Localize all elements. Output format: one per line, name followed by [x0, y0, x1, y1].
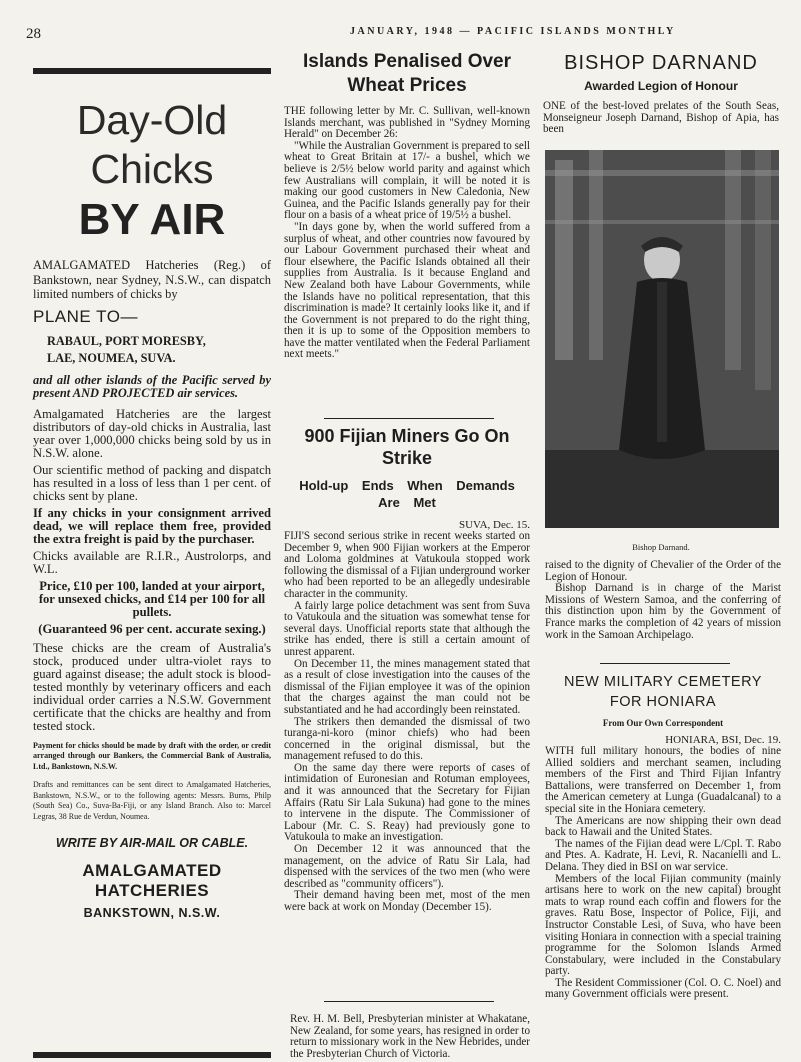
- strike-paragraph: On December 11, the mines management stated that as a result of close investigation into the causes of the dismissal of the Fijian employee it was of the opinion that the charges against the man could not be substantiated and he had accordingly been reinstated.: [284, 657, 530, 716]
- darnand-subhead: Awarded Legion of Honour: [584, 79, 738, 93]
- running-head: JANUARY, 1948 — PACIFIC ISLANDS MONTHLY: [350, 26, 676, 37]
- strike-paragraph: A fairly large police detachment was sent from Suva to Vatukoula and the situation was somewhat tense for several days. Unofficial reports state that although the strike has ended, there is still a certain amount of unrest apparent.: [284, 599, 530, 658]
- darnand-paragraph: Bishop Darnand is in charge of the Marist Missions of Western Samoa, and the conferring of this distinction upon him by the Government of France marks the completion of 42 years of mission work in the Samoan Archipelago.: [545, 582, 781, 641]
- strike-subhead: Hold-up Ends When Demands Are Met: [299, 478, 515, 510]
- wheat-headline: Islands Penalised Over Wheat Prices: [302, 51, 512, 96]
- column-divider: [600, 663, 730, 664]
- ad-italic-note: and all other islands of the Pacific served by present AND PROJECTED air services.: [33, 372, 271, 401]
- bell-note: Rev. H. M. Bell, Presbyterian minister at Whakatane, New Zealand, for some years, has resigned in order to return to missionary work in the New Hebrides, under the Presbyterian Church of Victoria.: [290, 1013, 530, 1060]
- ad-replacement-guarantee: If any chicks in your consignment arrived dead, we will replace them free, provided the extra freight is paid by the purchaser.: [33, 505, 271, 546]
- ad-plane-to: PLANE TO—: [33, 306, 138, 326]
- ad-title-line-1: Day-Old: [76, 97, 228, 143]
- ad-firm-name: AMALGAMATED HATCHERIES: [82, 861, 222, 901]
- darnand-paragraph: raised to the dignity of Chevalier of the Order of the Legion of Honour.: [545, 559, 781, 583]
- ad-destination-line-1: RABAUL, PORT MORESBY,: [47, 333, 206, 348]
- strike-paragraph: Their demand having been met, most of the men were back at work on Monday (December 15).: [284, 889, 530, 913]
- ad-paragraph: These chicks are the cream of Australia's stock, produced under ultra-violet rays to guard against disease; the adult stock is blood-tested monthly by veterinary officers and each individual order carries a N.S.W. Government certificate that the chicks are healthy and from tested stock.: [33, 640, 271, 733]
- cemetery-headline-line-1: NEW MILITARY CEMETERY: [564, 674, 762, 690]
- ad-destination-line-2: LAE, NOUMEA, SUVA.: [47, 350, 176, 365]
- cemetery-paragraph: The names of the Fijian dead were L/Cpl. T. Rabo and Ptes. A. Kadrate, H. Levi, R. Nacanielli and L. Delana. They died in BSI on war service.: [545, 837, 781, 873]
- ad-title-line-2: Chicks: [90, 146, 214, 192]
- ad-title-line-3: BY AIR: [78, 195, 226, 244]
- wheat-paragraph: "In days gone by, when the world suffered from a surplus of wheat, and other countries now favoured by our Labour Government purchased their wheat and flour elsewhere, the Pacific Islands obtained all their supplies from Australia. Is it because England and New Zealand both have Labour Governments, while the Islands have no political representation, that this discrimination is made? It certainly looks like it, and if the Government is not prepared to do the right thing, then it is up to some of the Opposition members to have the matter ventilated when the Federal Parliament next meets.": [284, 220, 530, 361]
- cemetery-paragraph: The Resident Commissioner (Col. O. C. Noel) and many Government officials were present.: [545, 976, 781, 1001]
- ad-firm-town: BANKSTOWN, N.S.W.: [83, 906, 221, 921]
- ad-drafts-note: Drafts and remittances can be sent direct to Amalgamated Hatcheries, Bankstown, N.S.W., or to the following agents: Messrs. Burns, Philp (South Sea) Co., Suva-Ba-Fiji, or any Island Branch. Also to: Marcel Legras, 38 Rue de Verdun, Noumea.: [33, 780, 271, 821]
- darnand-paragraph: ONE of the best-loved prelates of the South Seas, Monseigneur Joseph Darnand, Bishop of Apia, has been: [543, 100, 779, 136]
- photo-illustration: [545, 150, 779, 528]
- column-divider: [324, 1001, 494, 1002]
- strike-paragraph: FIJI'S second serious strike in recent weeks started on December 9, when 900 Fijian workers at the Emperor and Loloma goldmines at Vatukoula stopped work following the dismissal of a Fijian underground worker who had been reported to be an allegedly undesirable character in the community.: [284, 530, 530, 600]
- strike-headline: 900 Fijian Miners Go On Strike: [304, 426, 510, 468]
- photo-caption: Bishop Darnand.: [632, 542, 690, 552]
- cemetery-paragraph: WITH full military honours, the bodies of nine Allied soldiers and merchant seamen, including members of the First and Third Fijian Infantry Battalions, were transferred on December 1, from the American cemetery at Lunga (Guadalcanal) to a special site in the Honiara cemetery.: [545, 745, 781, 815]
- ad-paragraph: Our scientific method of packing and dispatch has resulted in a loss of less than 1 per cent. of chicks sent by plane.: [33, 462, 271, 503]
- cemetery-paragraph: Members of the local Fijian community (mainly artisans here to work on the new capital) brought mats to wrap round each coffin and flowers for the graves. Ratu Bose, Inspector of Police, Fiji, and Instructor Constable Lesi, of Suva, who have been visiting Honiara in connection with a special training programme for the Solomon Islands Armed Constabulary, were included in the Constabulary party.: [545, 872, 781, 978]
- strike-paragraph: The strikers then demanded the dismissal of two turanga-ni-koro (minor chiefs) who had been concerned in the original dismissal, but the management refused to do this.: [284, 715, 530, 763]
- ad-write-instruction: WRITE BY AIR-MAIL OR CABLE.: [55, 836, 249, 851]
- cemetery-dateline: HONIARA, BSI, Dec. 19.: [665, 734, 781, 746]
- bishop-darnand-photo: [545, 150, 779, 528]
- ad-sexing-guarantee: (Guaranteed 96 per cent. accurate sexing.): [38, 621, 266, 636]
- darnand-article: [543, 52, 779, 136]
- strike-paragraph: On the same day there were reports of cases of intimidation of Euronesian and Rotuman employees, and it was announced that the Secretary for Fijian Affairs (Ratu Sir Lala Sukuna) had gone to the mines to intervene in the dispute. The Commissioner of Labour (Mr. C. S. Reay) had previously gone to Vatukoula to make an investigation.: [284, 761, 530, 844]
- cemetery-byline: From Our Own Correspondent: [602, 718, 724, 728]
- darnand-headline: BISHOP DARNAND: [564, 52, 758, 74]
- cemetery-headline-line-2: FOR HONIARA: [609, 694, 717, 710]
- strike-article: [284, 425, 530, 914]
- strike-paragraph: On December 12 it was announced that the management, on the advice of Ratu Sir Lala, had dispensed with the services of the two men (who were described as "community officers").: [284, 843, 530, 890]
- ad-intro: AMALGAMATED Hatcheries (Reg.) of Bankstown, near Sydney, N.S.W., can dispatch limited numbers of chicks by: [33, 258, 271, 302]
- column-divider: [324, 418, 494, 419]
- darnand-continued: [545, 560, 781, 641]
- ad-bottom-rule: [33, 1052, 271, 1058]
- ad-price: Price, £10 per 100, landed at your airport, for unsexed chicks, and £14 per 100 for all pullets.: [38, 578, 266, 619]
- ad-payment-note: Payment for chicks should be made by draft with the order, or credit arranged through our Bankers, the Commercial Bank of Australia, Ltd., Bankstown, N.S.W.: [33, 740, 271, 771]
- cemetery-paragraph: The Americans are now shipping their own dead back to Hawaii and the United States.: [545, 814, 781, 839]
- wheat-article: [284, 50, 530, 361]
- strike-dateline: SUVA, Dec. 15.: [459, 519, 530, 531]
- ad-paragraph: Chicks available are R.I.R., Austrolorps, and W.L.: [33, 548, 271, 576]
- cemetery-article: [545, 672, 781, 1001]
- page-number: 28: [26, 26, 41, 42]
- wheat-paragraph: THE following letter by Mr. C. Sullivan, well-known Islands merchant, was published in "Sydney Morning Herald" on December 26:: [284, 105, 530, 141]
- ad-paragraph: Amalgamated Hatcheries are the largest distributors of day-old chicks in Australia, last year over 1,000,000 chicks being sold by us in N.S.W. alone.: [33, 406, 271, 460]
- advertisement: [33, 74, 271, 920]
- wheat-paragraph: "While the Australian Government is prepared to sell wheat to Great Britain at 17/- a bushel, which we believe is 2/5½ below world parity and against which few Australians will complain, it will be noted it is making our good customers in New Caledonia, New Guinea, and the Pacific Islands generally pay for their flour on a basis of a wheat price of 19/5½ a bushel.: [284, 139, 530, 222]
